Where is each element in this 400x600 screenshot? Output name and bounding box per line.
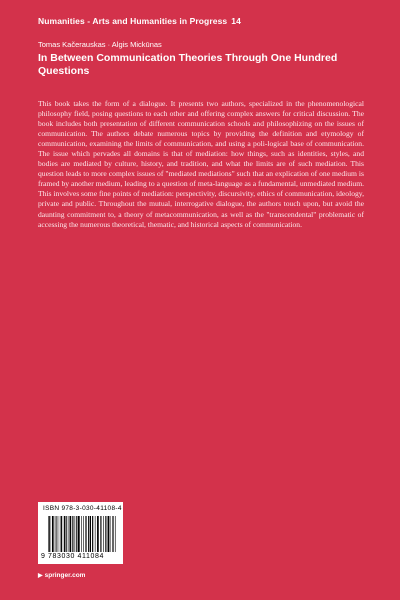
barcode-bar xyxy=(61,516,62,552)
barcode-bar xyxy=(81,516,82,552)
barcode-bar xyxy=(90,516,91,552)
barcode-bar xyxy=(115,516,116,552)
publisher-url: springer.com xyxy=(44,572,86,579)
barcode-bar xyxy=(56,516,57,552)
series-line xyxy=(38,16,378,27)
barcode-bar xyxy=(75,516,76,552)
barcode-bar xyxy=(95,516,96,552)
barcode-bar xyxy=(60,516,61,552)
book-description: This book takes the form of a dialogue. It presents two authors, specialized in the phenomenological philosophy field, posing questions to each other and offering complex answers for critical discussion. The book includes both presentation of different communication schools and philosophizing on the issues of communication. The authors debate numerous topics by providing the definition and etymology of communication, examining the limits of communication, and using a poli-logical base of communication. The issue which pervades all domains is that of mediation: how things, such as identities, styles, and bodies are mediated by culture, history, and tradition, and what the limits are of such mediation. This question leads to more complex issues of "mediated mediations" such that an explication of one medium is framed by another medium, leading to a question of meta-language as a fundamental, unmediated medium. This involves some fine points of mediation: perspectivity, discursivity, ethics of communication, ideology, private and public. Throughout the mutual, interrogative dialogue, the authors touch upon, but avoid the daunting commitment to, a theory of metacommunication, as well as the "transcendental" problematic of accessing the numerous theoretical, thematic, and historical aspects of communication. xyxy=(38,99,364,229)
barcode-bar xyxy=(48,516,49,552)
barcode-bar xyxy=(70,516,72,552)
barcode-bar xyxy=(83,516,84,552)
series-volume: 14 xyxy=(231,16,241,26)
barcode-bar xyxy=(113,516,114,552)
barcode-digits: 9 783030 411084 xyxy=(41,553,104,560)
barcode-bar xyxy=(97,516,99,552)
authors: Tomas Kačerauskas · Algis Mickūnas xyxy=(38,40,162,49)
barcode-bars xyxy=(48,516,118,552)
barcode-bar xyxy=(112,516,113,552)
barcode-bar xyxy=(49,516,50,552)
barcode-bar xyxy=(76,516,77,552)
book-title: In Between Communication Theories Through One Hundred Questions xyxy=(38,52,338,77)
play-arrow-icon: ▶ xyxy=(38,573,43,579)
barcode-bar xyxy=(110,516,111,552)
barcode-bar xyxy=(68,516,69,552)
isbn-label: ISBN 978-3-030-41108-4 xyxy=(43,505,122,512)
series-name: Numanities - Arts and Humanities in Progress xyxy=(38,16,228,26)
barcode-bar xyxy=(92,516,93,552)
barcode-bar xyxy=(108,516,110,552)
barcode-bar xyxy=(100,516,101,552)
barcode-bar xyxy=(55,516,56,552)
barcode-bar xyxy=(85,516,86,552)
cover-header xyxy=(38,16,378,78)
barcode-bar xyxy=(72,516,73,552)
barcode-bar xyxy=(58,516,59,552)
isbn-barcode xyxy=(38,502,123,564)
barcode-bar xyxy=(78,516,80,552)
barcode-bar xyxy=(64,516,65,552)
publisher-link[interactable] xyxy=(38,572,85,579)
barcode-bar xyxy=(52,516,54,552)
barcode-bar xyxy=(66,516,67,552)
barcode-bar xyxy=(103,516,104,552)
barcode-bar xyxy=(86,516,87,552)
barcode-bar xyxy=(88,516,89,552)
barcode-bar xyxy=(105,516,106,552)
